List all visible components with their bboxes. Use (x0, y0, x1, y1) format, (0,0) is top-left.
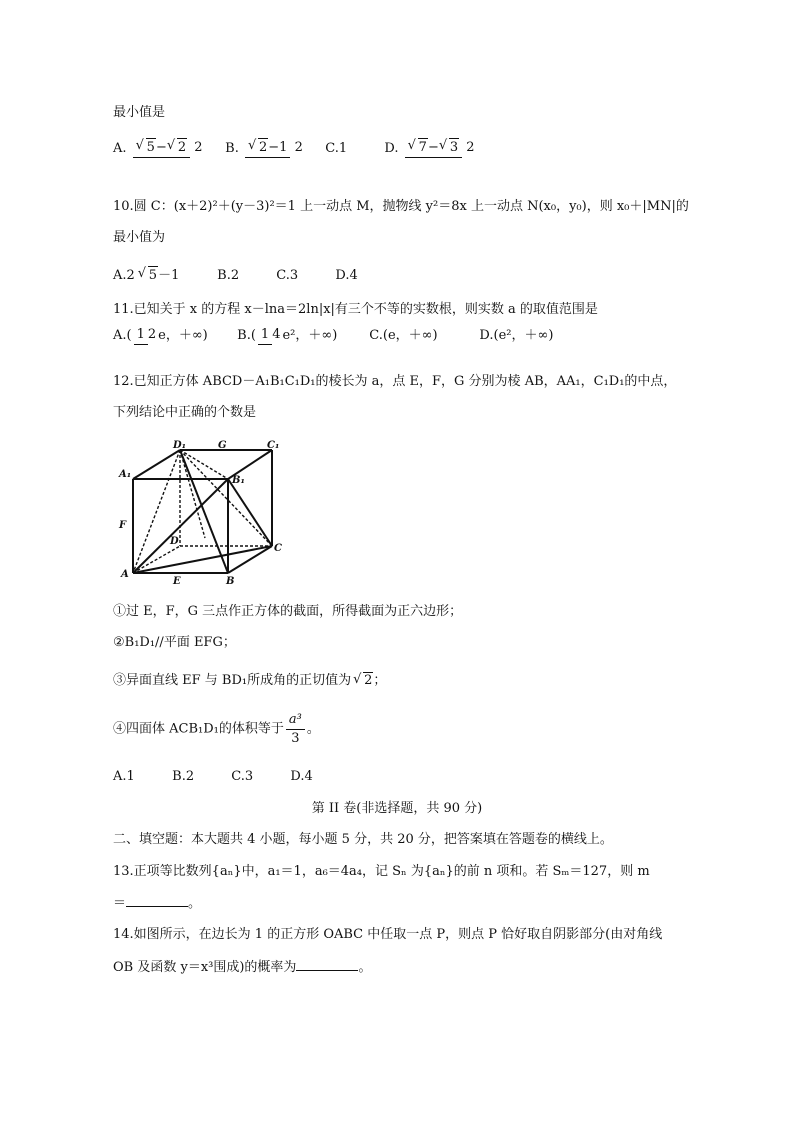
q14-line1: 14.如图所示，在边长为 1 的正方形 OABC 中任取一点 P，则点 P 恰好取自阴影部分(由对角线 (113, 927, 663, 942)
q12-statement-4: ④四面体 ACB₁D₁的体积等于 $\frac{\text{a³}}{3}$ 。 (113, 712, 320, 746)
q13-line1: 13.正项等比数列{aₙ}中，a₁＝1，a₆＝4a₄，记 Sₙ 为{aₙ}的前 n 项和。若 Sₘ＝127，则 m (113, 864, 650, 879)
q12-statement-2: ②B₁D₁//平面 EFG； (113, 635, 236, 650)
fraction: √ 2−1 2 (245, 138, 303, 158)
q10-line1: 10.圆 C：(x＋2)²＋(y－3)²＝1 上一动点 M，抛物线 y²＝8x 上一动点 N(x₀，y₀)，则 x₀＋|MN|的 (113, 199, 689, 214)
label-a1: A₁ (119, 469, 132, 480)
label-b1: B₁ (232, 475, 245, 486)
q12-option-a[interactable]: A.1 (113, 769, 135, 784)
q12-options (113, 768, 313, 786)
part2-section-heading: 二、填空题：本大题共 4 小题，每小题 5 分，共 20 分，把答案填在答题卷的横线上。 (113, 832, 613, 847)
label-b: B (226, 576, 235, 586)
q12-statement-3: ③异面直线 EF 与 BD₁所成角的正切值为√ 2； (113, 672, 386, 690)
q12-statement-1: ①过 E，F，G 三点作正方体的截面，所得截面为正六边形； (113, 604, 463, 619)
fraction: √ 7−√ 3 2 (405, 138, 475, 158)
label-c1: C₁ (267, 440, 280, 451)
q9-option-c[interactable]: C.1 (325, 140, 348, 156)
q12-option-c[interactable]: C.3 (231, 769, 254, 784)
cube-figure (115, 438, 295, 586)
q9-option-a[interactable]: A. √ 5−√ 2 2 (113, 138, 221, 158)
q10-options (113, 266, 358, 285)
label-f: F (119, 520, 127, 531)
q10-option-c[interactable]: C.3 (276, 268, 299, 283)
q11-options (113, 326, 553, 345)
q13-line2: ＝ 。 (113, 896, 202, 911)
q10-option-b[interactable]: B.2 (217, 268, 240, 283)
edge-a1d1 (133, 450, 180, 479)
label-a: A (121, 569, 129, 580)
hidden-diag-d1a (133, 450, 180, 573)
q11-option-a[interactable]: A.( 1 2 e，＋∞) (113, 327, 208, 343)
label-c: C (274, 543, 282, 554)
q9-stem-end: 最小值是 (113, 105, 166, 120)
answer-blank[interactable] (296, 958, 358, 971)
q10-option-a[interactable]: A.2√ 5－1 (113, 266, 213, 285)
diag-d1b (180, 450, 228, 573)
q10-line2: 最小值为 (113, 230, 166, 245)
q11-option-b[interactable]: B.( 1 4 e²，＋∞) (237, 327, 338, 343)
answer-blank[interactable] (126, 894, 188, 907)
q12-line1: 12.已知正方体 ABCD－A₁B₁C₁D₁的棱长为 a，点 E，F，G 分别为棱 AB，AA₁，C₁D₁的中点， (113, 374, 677, 389)
label-d1: D₁ (173, 440, 187, 451)
q12-option-d[interactable]: D.4 (290, 769, 313, 784)
q14-line2: OB 及函数 y＝x³围成)的概率为 。 (113, 960, 372, 975)
q9-options (113, 138, 477, 158)
q12-option-b[interactable]: B.2 (172, 769, 195, 784)
q11-option-c[interactable]: C.(e，＋∞) (369, 327, 438, 343)
q9-option-b[interactable]: B. √ 2−1 2 (225, 138, 321, 158)
q10-option-d[interactable]: D.4 (335, 268, 358, 283)
label-e: E (173, 576, 181, 586)
hidden-diag-d1c (180, 450, 272, 546)
q9-option-d[interactable]: D. √ 7−√ 3 2 (384, 138, 476, 158)
q11-option-d[interactable]: D.(e²，＋∞) (479, 327, 554, 343)
part2-title: 第 II 卷(非选择题，共 90 分) (311, 801, 483, 816)
diag-b1c (228, 479, 272, 546)
fraction: √ 5−√ 2 2 (133, 138, 203, 158)
q12-line2: 下列结论中正确的个数是 (113, 405, 257, 420)
label-d: D (170, 536, 179, 547)
label-g: G (218, 440, 227, 451)
q11-line1: 11.已知关于 x 的方程 x－lna＝2ln|x|有三个不等的实数根，则实数 a 的取值范围是 (113, 302, 598, 317)
